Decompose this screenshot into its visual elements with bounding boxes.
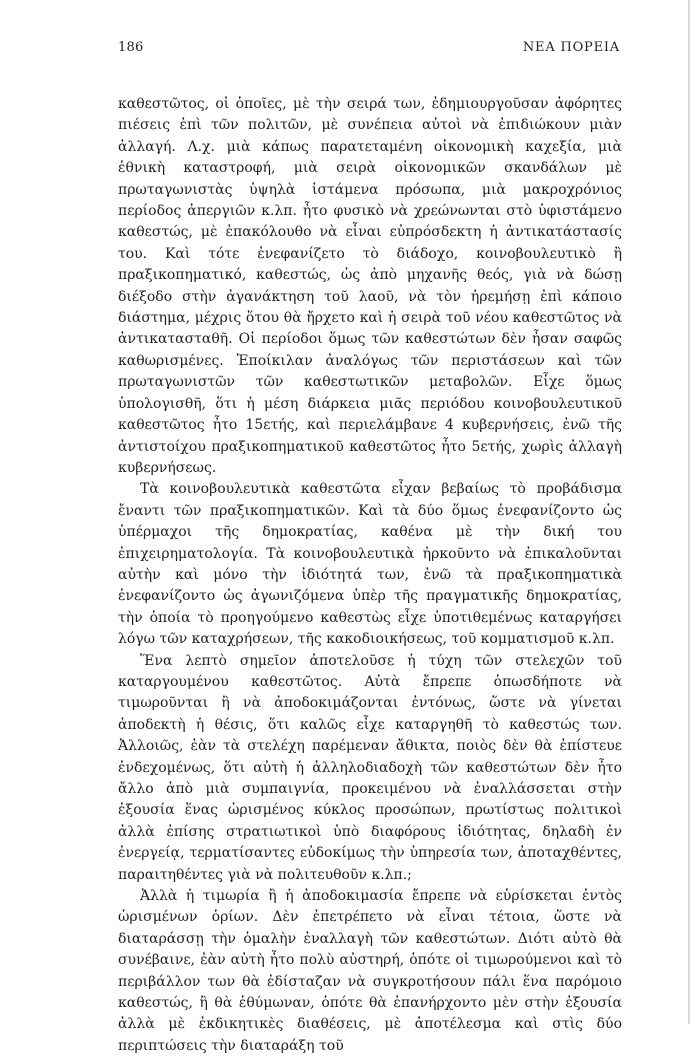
page-number: 186 xyxy=(118,40,144,55)
running-title: ΝΕΑ ΠΟΡΕΙΑ xyxy=(522,40,620,55)
paragraph: Τὰ κοινοβουλευτικὰ καθεστῶτα εἶχαν βεβαίως τὸ προβάδισμα ἔναντι τῶν πραξικοπηματικῶν. Καὶ τὰ δύο ὅμως ἐνεφανίζοντο ὡς ὑπέρμαχοι τῆς δημοκρατίας, καθένα μὲ τὴν δική του ἐπιχειρηματολογία. Τὰ κοινοβουλευτικὰ ἠρκοῦντο νὰ ἐπικαλοῦνται αὐτὴν καὶ μόνο τὴν ἰδιότητά των, ἐνῶ τὰ πραξικοπηματικὰ ἐνεφανίζοντο ὡς ἀγωνιζόμενα ὑπὲρ τῆς πραγματικῆς δημοκρατίας, τὴν ὁποία τὸ προηγούμενο καθεστὼς εἶχε ὑποτιθεμένως καταργήσει λόγω τῶν καταχρήσεων, τῆς κακοδιοικήσεως, τοῦ κομματισμοῦ κ.λπ. xyxy=(118,481,622,648)
page-header xyxy=(118,40,620,60)
paragraph: καθεστῶτος, οἱ ὁποῖες, μὲ τὴν σειρά των, ἐδημιουργοῦσαν ἀφόρητες πιέσεις ἐπὶ τῶν πολιτῶν, μὲ συνέπεια αὐτοὶ νὰ ἐπιδιώκουν μιὰν ἀλλαγή. Λ.χ. μιὰ κάπως παρατεταμένη οἰκονομικὴ καχεξία, μιὰ ἐθνικὴ καταστροφή, μιὰ σειρὰ οἰκονομικῶν σκανδάλων μὲ πρωταγωνιστὰς ὑψηλὰ ἱστάμενα πρόσωπα, μιὰ μακροχρόνιος περίοδος ἀπεργιῶν κ.λπ. ἦτο φυσικὸ νὰ χρεώνωνται στὸ ὑφιστάμενο καθεστώς, μὲ ἐπακόλουθο νὰ εἶναι εὐπρόσδεκτη ἡ ἀντικατάστασίς του. Καὶ τότε ἐνεφανίζετο τὸ διάδοχο, κοινοβουλευτικὸ ἢ πραξικοπηματικό, καθεστώς, ὡς ἀπὸ μηχανῆς θεός, γιὰ νὰ δώσῃ διέξοδο στὴν ἀγανάκτηση τοῦ λαοῦ, νὰ τὸν ἠρεμήσῃ ἐπὶ κάποιο διάστημα, μέχρις ὅτου θὰ ἤρχετο καὶ ἡ σειρὰ τοῦ νέου καθεστῶτος νὰ ἀντικατασταθῆ. Οἱ περίοδοι ὅμως τῶν καθεστώτων δὲν ἦσαν σαφῶς καθωρισμένες. Ἐποίκιλαν ἀναλόγως τῶν περιστάσεων καὶ τῶν πρωταγωνιστῶν τῶν καθεστωτικῶν μεταβολῶν. Εἶχε ὅμως ὑπολογισθῆ, ὅτι ἡ μέση διάρκεια μιᾶς περιόδου κοινοβουλευτικοῦ καθεστῶτος ἦτο 15ετής, καὶ περιελάμβανε 4 κυβερνήσεις, ἐνῶ τῆς ἀντιστοίχου πραξικοπηματικοῦ καθεστῶτος ἦτο 5ετής, χωρὶς ἀλλαγὴ κυβερνήσεως. xyxy=(118,96,622,476)
body-text xyxy=(118,94,622,1057)
paragraph: Ἕνα λεπτὸ σημεῖον ἀποτελοῦσε ἡ τύχη τῶν στελεχῶν τοῦ καταργουμένου καθεστῶτος. Αὐτὰ ἔπρεπε ὁπωσδήποτε νὰ τιμωροῦνται ἢ νὰ ἀποδοκιμάζονται ἐντόνως, ὥστε νὰ γίνεται ἀποδεκτὴ ἡ θέσις, ὅτι καλῶς εἶχε καταργηθῆ τὸ καθεστώς των. Ἀλλοιῶς, ἐὰν τὰ στελέχη παρέμεναν ἄθικτα, ποιὸς δὲν θὰ ἐπίστευε ἐνδεχομένως, ὅτι αὐτὴ ἡ ἀλληλοδιαδοχὴ τῶν καθεστώτων δὲν ἦτο ἄλλο ἀπὸ μιὰ συμπαιγνία, προκειμένου νὰ ἐναλλάσσεται στὴν ἐξουσία ἕνας ὡρισμένος κύκλος προσώπων, πρωτίστως πολιτικοὶ ἀλλὰ ἐπίσης στρατιωτικοὶ ὑπὸ διαφόρους ἰδιότητας, δηλαδὴ ἐν ἐνεργείᾳ, τερματίσαντες εὐδοκίμως τὴν ὑπηρεσία των, ἀποταχθέντες, παραιτηθέντες γιὰ νὰ πολιτευθοῦν κ.λπ.; xyxy=(118,652,622,883)
paragraph: Ἀλλὰ ἡ τιμωρία ἢ ἡ ἀποδοκιμασία ἔπρεπε νὰ εὑρίσκεται ἐντὸς ὡρισμένων ὁρίων. Δὲν ἐπετρέπετο νὰ εἶναι τέτοια, ὥστε νὰ διαταράσσῃ τὴν ὁμαλὴν ἐναλλαγὴ τῶν καθεστώτων. Διότι αὐτὸ θὰ συνέβαινε, ἐὰν αὐτὴ ἦτο πολὺ αὐστηρή, ὁπότε οἱ τιμωρούμενοι καὶ τὸ περιβάλλον των θὰ ἐδίσταζαν νὰ συγκροτήσουν πάλι ἕνα παρόμοιο καθεστώς, ἢ θὰ ἐθύμωναν, ὁπότε θὰ ἐπανήρχοντο μὲν στὴν ἐξουσία ἀλλὰ μὲ ἐκδικητικὲς διαθέσεις, μὲ ἀποτέλεσμα καὶ στὶς δύο περιπτώσεις τὴν διαταράξη τοῦ xyxy=(118,888,622,1054)
